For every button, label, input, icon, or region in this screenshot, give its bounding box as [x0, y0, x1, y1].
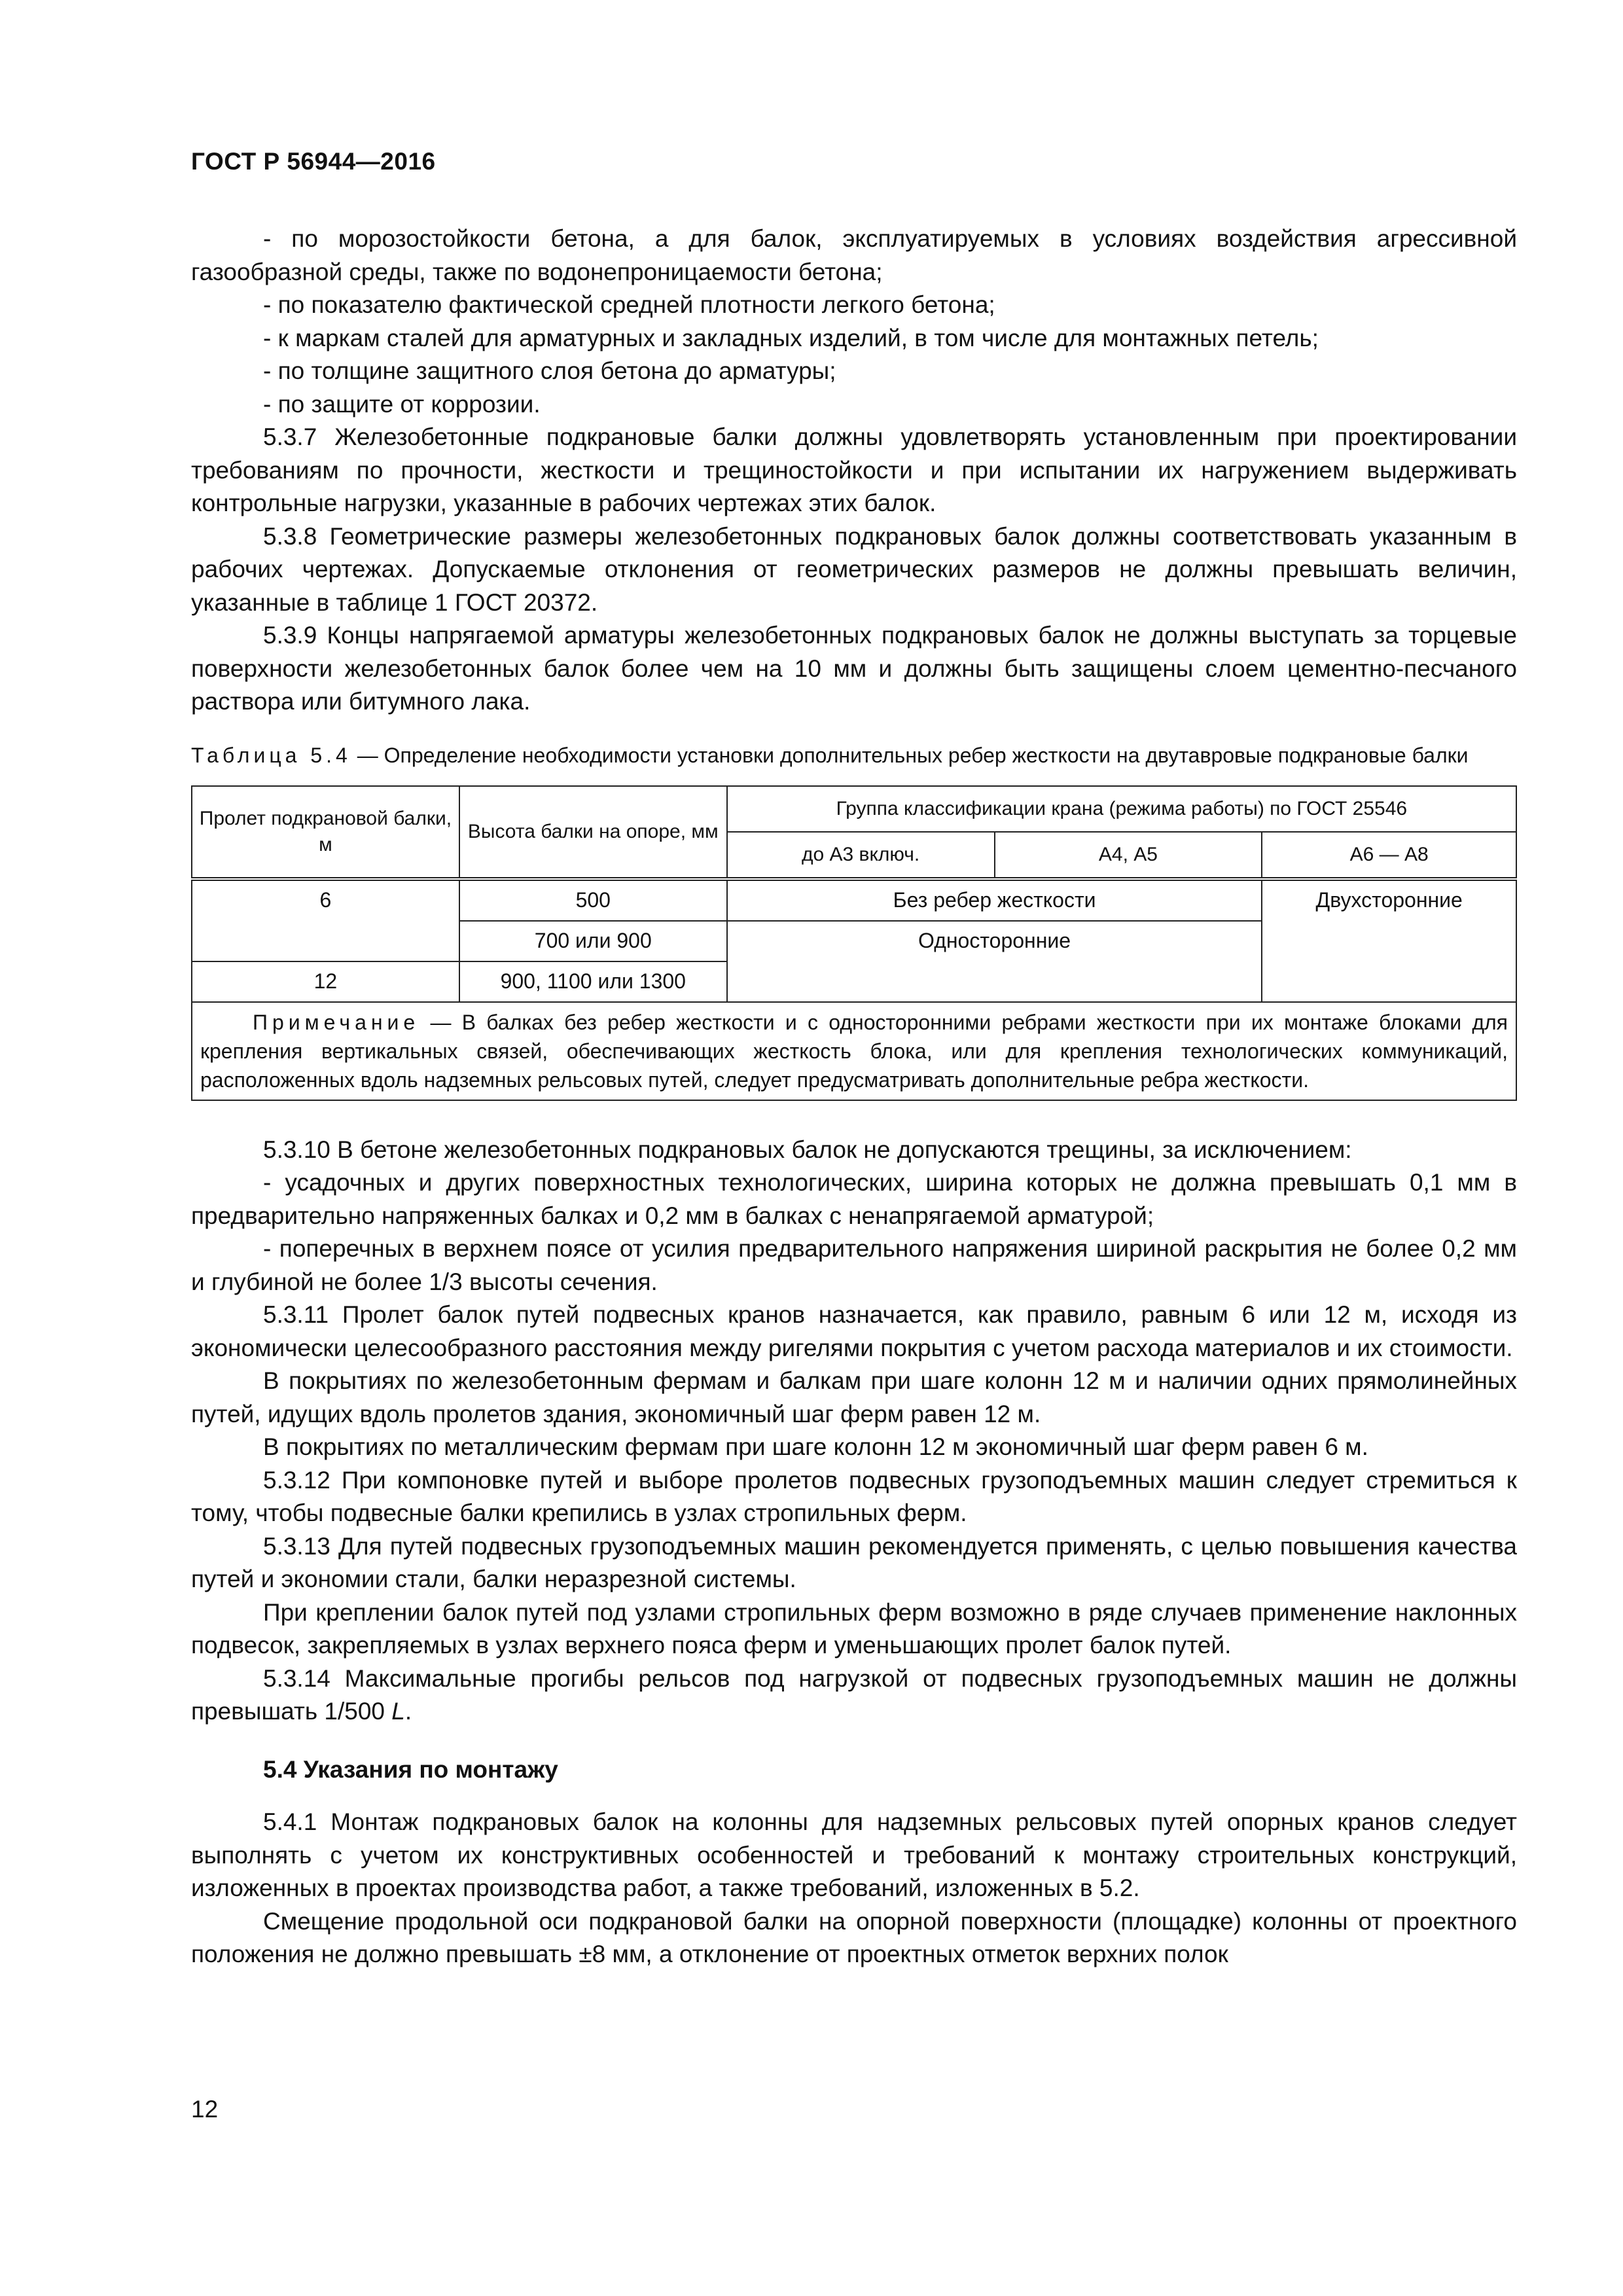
paragraph: Смещение продольной оси подкрановой балки на опорной поверхности (площадке) колонны от проектного положения не должно превышать ±8 мм, а отклонение от проектных отметок верхних полок	[191, 1907, 1517, 1967]
paragraph: При креплении балок путей под узлами стропильных ферм возможно в ряде случаев применение наклонных подвесок, закрепляемых в узлах верхнего пояса ферм и уменьшающих пролет балок путей.	[191, 1598, 1517, 1659]
table-caption-text: — Определение необходимости установки дополнительных ребер жесткости на двутавровые подкрановые балки	[351, 743, 1469, 767]
paragraph	[191, 1662, 1517, 1729]
table-note-label: Примечание	[253, 1010, 420, 1034]
cell-span: 12	[192, 961, 459, 1002]
paragraph: В покрытиях по металлическим фермам при шаге колонн 12 м экономичный шаг ферм равен 6 м.	[263, 1433, 1368, 1460]
header-height: Высота балки на опоре, мм	[459, 786, 727, 879]
cell-height: 700 или 900	[459, 921, 727, 961]
paragraph: - по показателю фактической средней плотности легкого бетона;	[263, 291, 995, 318]
paragraph: - по морозостойкости бетона, а для балок, эксплуатируемых в условиях воздействия агрессивной газообразной среды, также по водонепроницаемости бетона;	[191, 225, 1517, 285]
paragraph: 5.4.1 Монтаж подкрановых балок на колонны для надземных рельсовых путей опорных кранов следует выполнять с учетом их конструктивных особенностей и требований к монтажу строительных конструкций, изложенных в проектах производства работ, а также требований, изложенных в 5.2.	[191, 1808, 1517, 1901]
header-sub-a6-a8: А6 — А8	[1262, 832, 1516, 879]
stiffener-table	[191, 785, 1517, 1101]
paragraph: В покрытиях по железобетонным фермам и балкам при шаге колонн 12 м и наличии одних прямолинейных путей, идущих вдоль пролетов здания, экономичный шаг ферм равен 12 м.	[191, 1367, 1517, 1427]
table-note	[192, 1002, 1516, 1100]
cell-value: Односторонние	[727, 921, 1262, 1002]
paragraph: 5.3.11 Пролет балок путей подвесных кранов назначается, как правило, равным 6 или 12 м, исходя из экономически целесообразного расстояния между ригелями покрытия с учетом расхода материалов и их стоимости.	[191, 1301, 1517, 1361]
header-sub-a3: до А3 включ.	[727, 832, 995, 879]
document-header: ГОСТ Р 56944—2016	[191, 148, 436, 175]
table-caption	[191, 741, 1517, 770]
header-sub-a4-a5: А4, А5	[995, 832, 1262, 879]
paragraph: 5.3.10 В бетоне железобетонных подкрановых балок не допускаются трещины, за исключением:	[263, 1136, 1352, 1163]
paragraph-end: .	[404, 1698, 412, 1725]
paragraph-text: 5.3.14 Максимальные прогибы рельсов под нагрузкой от подвесных грузоподъемных машин не должны превышать 1/500	[191, 1664, 1517, 1725]
paragraph: 5.3.7 Железобетонные подкрановые балки должны удовлетворять установленным при проектировании требованиям по прочности, жесткости и трещиностойкости и при испытании их нагружением выдерживать контрольные нагрузки, указанные в рабочих чертежах этих балок.	[191, 423, 1517, 516]
table-caption-label: Таблица 5.4	[191, 743, 351, 767]
cell-height: 900, 1100 или 1300	[459, 961, 727, 1002]
paragraph: - к маркам сталей для арматурных и закладных изделий, в том числе для монтажных петель;	[263, 324, 1319, 351]
paragraph: - по толщине защитного слоя бетона до арматуры;	[263, 357, 836, 384]
header-span: Пролет подкрановой балки, м	[192, 786, 459, 879]
table-note-text: — В балках без ребер жесткости и с односторонними ребрами жесткости при их монтаже блоками для крепления вертикальных связей, обеспечивающих жесткость блока, или для крепления технологических коммуникаций, расположенных вдоль надземных рельсовых путей, следует предусматривать дополнительные ребра жесткости.	[200, 1010, 1508, 1092]
cell-height: 500	[459, 879, 727, 921]
document-body	[191, 223, 1517, 1971]
paragraph: 5.3.12 При компоновке путей и выборе пролетов подвесных грузоподъемных машин следует стремиться к тому, чтобы подвесные балки крепились в узлах стропильных ферм.	[191, 1466, 1517, 1526]
header-crane-group: Группа классификации крана (режима работы) по ГОСТ 25546	[727, 786, 1516, 832]
paragraph: 5.3.8 Геометрические размеры железобетонных подкрановых балок должны соответствовать указанным в рабочих чертежах. Допускаемые отклонения от геометрических размеров не должны превышать величин, указанные в таблице 1 ГОСТ 20372.	[191, 522, 1517, 616]
paragraph: - усадочных и других поверхностных технологических, ширина которых не должна превышать 0,1 мм в предварительно напряженных балках и 0,2 мм в балках с ненапрягаемой арматурой;	[191, 1169, 1517, 1229]
cell-span: 6	[192, 879, 459, 961]
cell-value: Двухсторонние	[1262, 879, 1516, 1002]
paragraph: - по защите от коррозии.	[263, 390, 541, 418]
page-number: 12	[191, 2096, 219, 2123]
paragraph: 5.3.13 Для путей подвесных грузоподъемных машин рекомендуется применять, с целью повышения качества путей и экономии стали, балки неразрезной системы.	[191, 1532, 1517, 1592]
cell-value: Без ребер жесткости	[727, 879, 1262, 921]
section-title: 5.4 Указания по монтажу	[263, 1755, 558, 1783]
variable-l: L	[391, 1698, 405, 1725]
paragraph: 5.3.9 Концы напрягаемой арматуры железобетонных подкрановых балок не должны выступать за торцевые поверхности железобетонных балок более чем на 10 мм и должны быть защищены слоем цементно-песчаного раствора или битумного лака.	[191, 622, 1517, 715]
paragraph: - поперечных в верхнем поясе от усилия предварительного напряжения шириной раскрытия не более 0,2 мм и глубиной не более 1/3 высоты сечения.	[191, 1235, 1517, 1295]
